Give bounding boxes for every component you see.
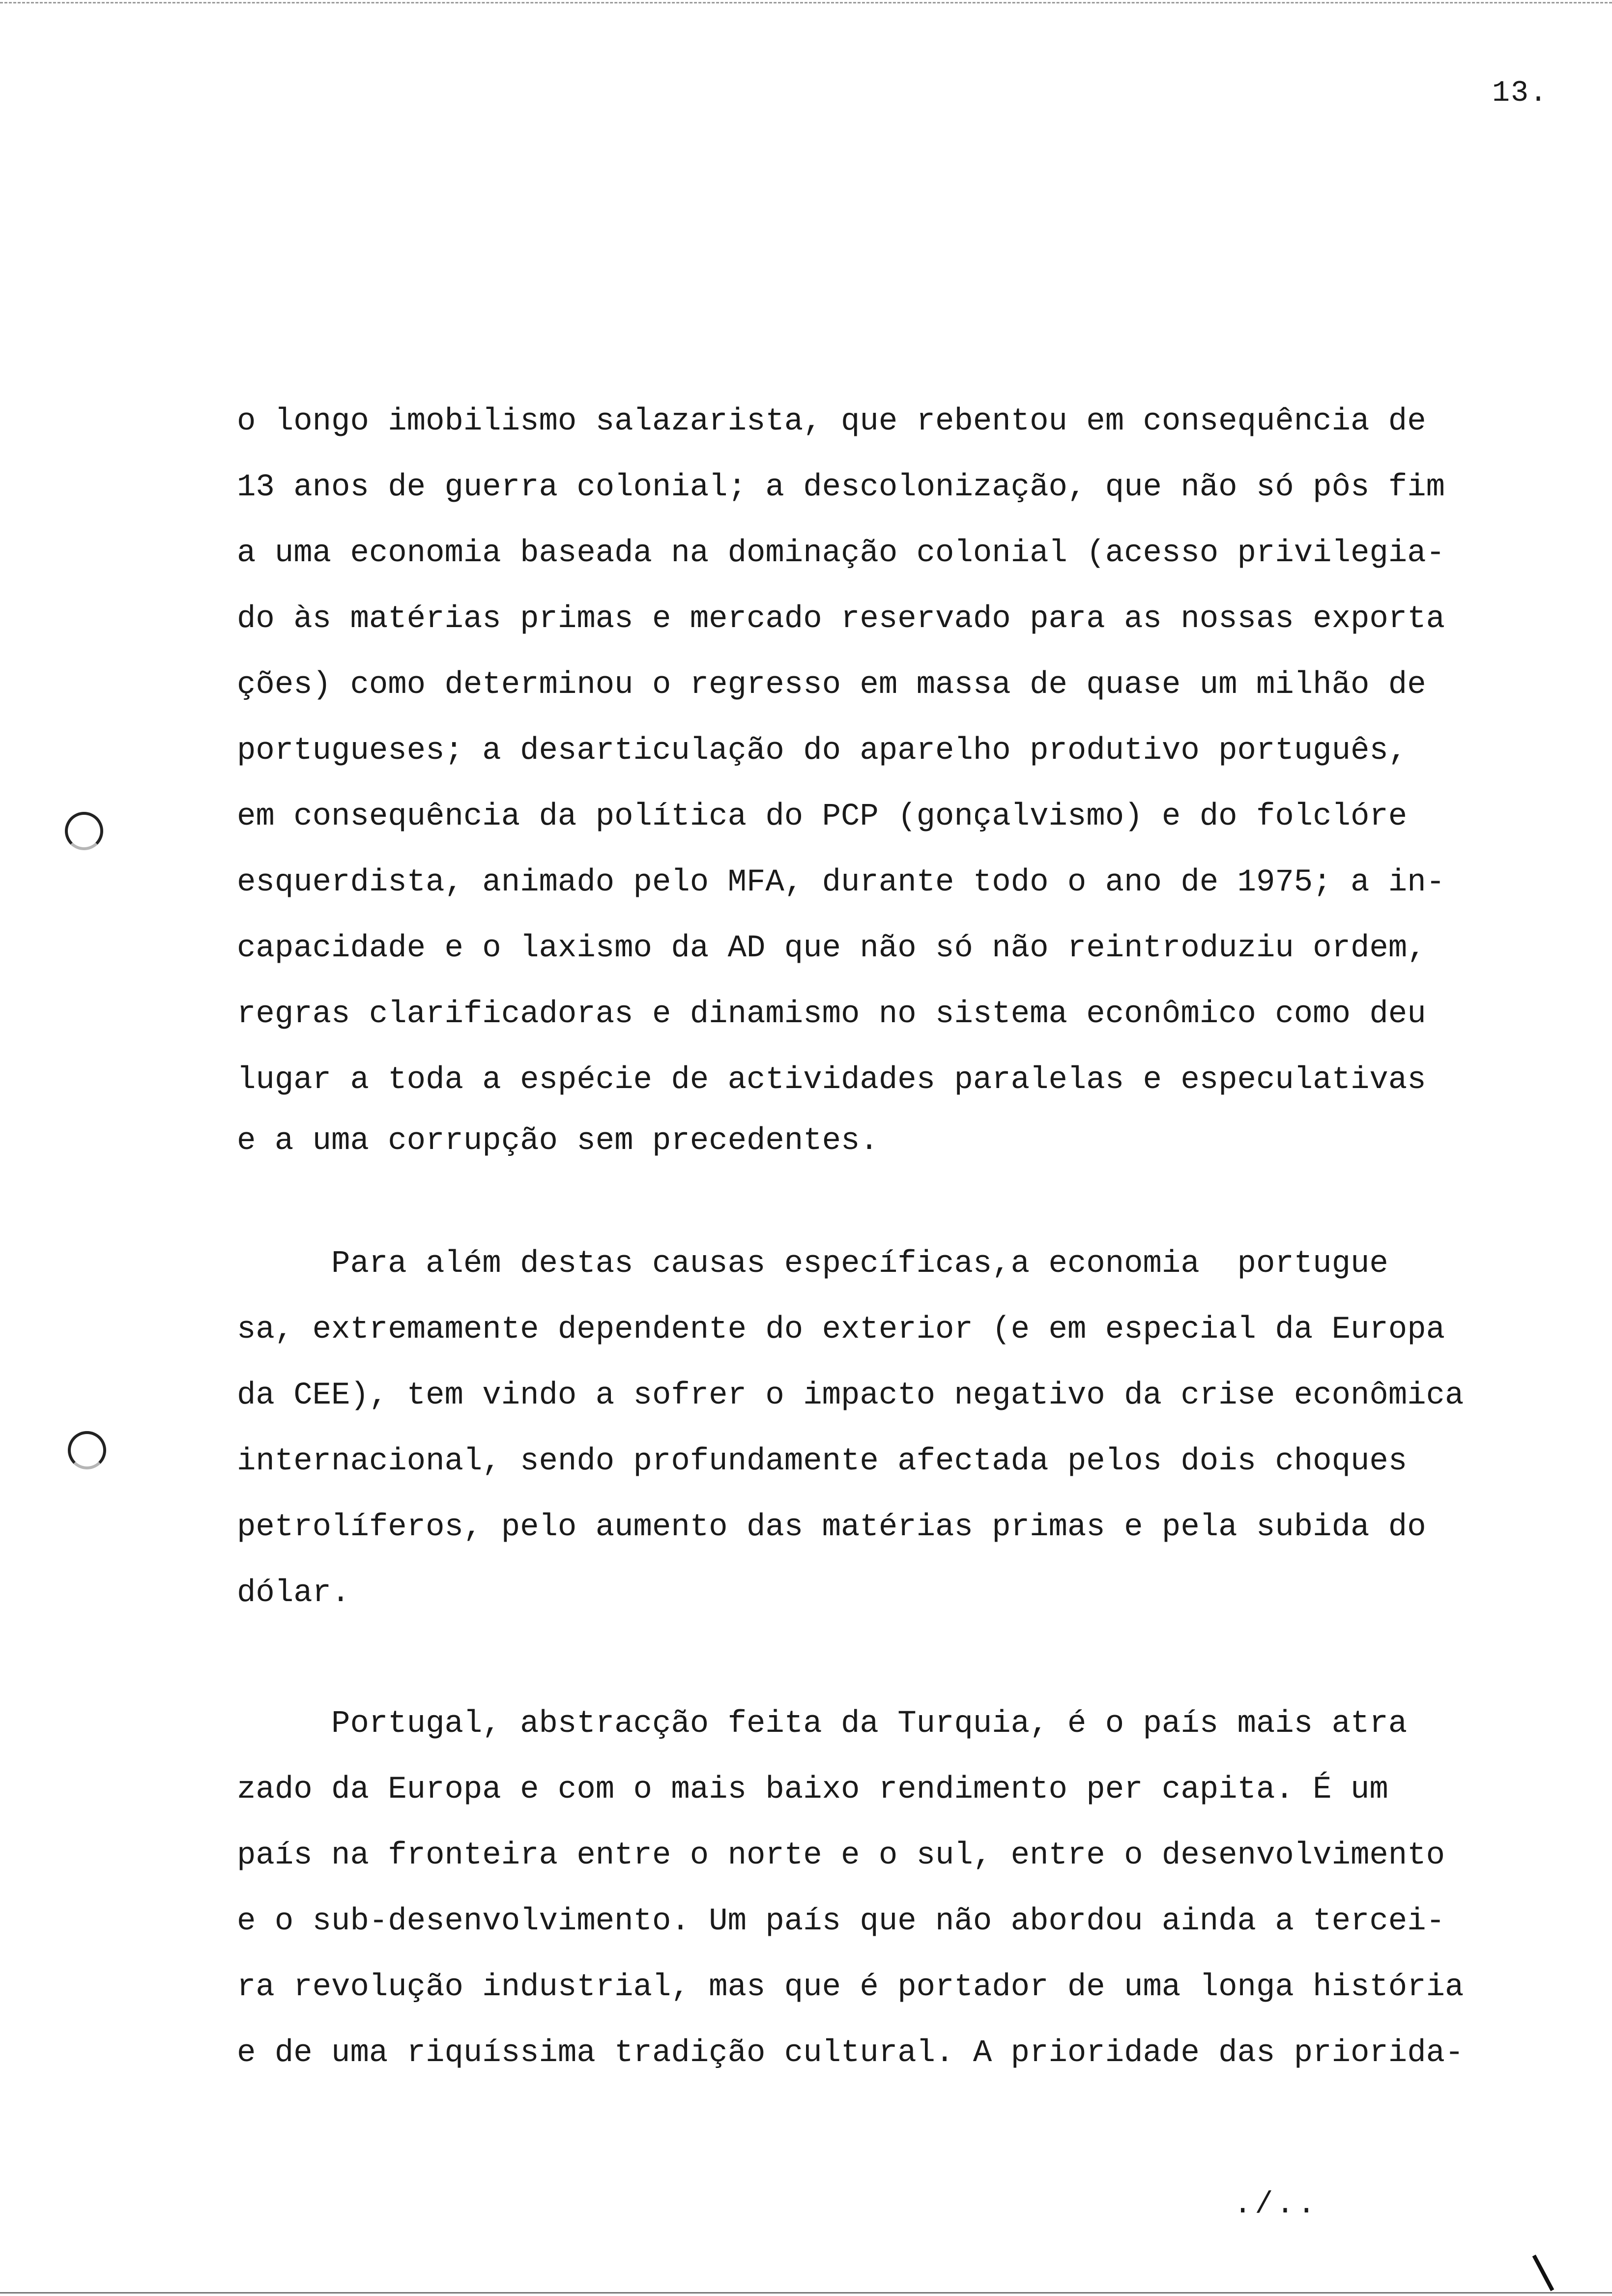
text-line: da CEE), tem vindo a sofrer o impacto negativo da crise econômica — [237, 1378, 1464, 1413]
text-line: em consequência da política do PCP (gonçalvismo) e do folclóre — [237, 799, 1408, 834]
continuation-mark: ./.. — [1234, 2187, 1319, 2222]
page-number: 13. — [1492, 77, 1549, 110]
text-line: Para além destas causas específicas,a economia portugue — [237, 1246, 1388, 1282]
text-line: regras clarificadoras e dinamismo no sistema econômico como deu — [237, 997, 1426, 1032]
text-line: ra revolução industrial, mas que é portador de uma longa história — [237, 1970, 1464, 2005]
text-line: o longo imobilismo salazarista, que rebentou em consequência de — [237, 404, 1426, 439]
text-line: país na fronteira entre o norte e o sul, entre o desenvolvimento — [237, 1838, 1445, 1873]
punch-hole — [65, 812, 103, 850]
text-line: e de uma riquíssima tradição cultural. A prioridade das priorida- — [237, 2036, 1464, 2071]
text-line: zado da Europa e com o mais baixo rendimento per capita. É um — [237, 1772, 1388, 1808]
text-line: e o sub-desenvolvimento. Um país que não abordou ainda a tercei- — [237, 1904, 1445, 1939]
text-line: capacidade e o laxismo da AD que não só não reintroduziu ordem, — [237, 931, 1426, 966]
scan-edge-bottom — [0, 2292, 1612, 2294]
text-line: esquerdista, animado pelo MFA, durante todo o ano de 1975; a in- — [237, 865, 1445, 900]
text-line: e a uma corrupção sem precedentes. — [237, 1123, 879, 1159]
text-line: 13 anos de guerra colonial; a descolonização, que não só pôs fim — [237, 470, 1445, 505]
text-line: internacional, sendo profundamente afectada pelos dois choques — [237, 1444, 1408, 1479]
punch-hole — [68, 1431, 106, 1469]
text-line: dólar. — [237, 1576, 350, 1611]
text-line: Portugal, abstracção feita da Turquia, é o país mais atra — [237, 1706, 1408, 1742]
text-line: sa, extremamente dependente do exterior (e em especial da Europa — [237, 1312, 1445, 1348]
corner-mark — [1532, 2255, 1554, 2291]
text-line: ções) como determinou o regresso em massa de quase um milhão de — [237, 667, 1426, 703]
text-line: portugueses; a desarticulação do aparelho produtivo português, — [237, 733, 1408, 769]
text-line: a uma economia baseada na dominação colonial (acesso privilegia- — [237, 536, 1445, 571]
text-line: petrolíferos, pelo aumento das matérias primas e pela subida do — [237, 1510, 1426, 1545]
scan-edge-top — [0, 2, 1612, 3]
text-line: lugar a toda a espécie de actividades paralelas e especulativas — [237, 1062, 1426, 1098]
text-line: do às matérias primas e mercado reservado para as nossas exporta — [237, 602, 1445, 637]
